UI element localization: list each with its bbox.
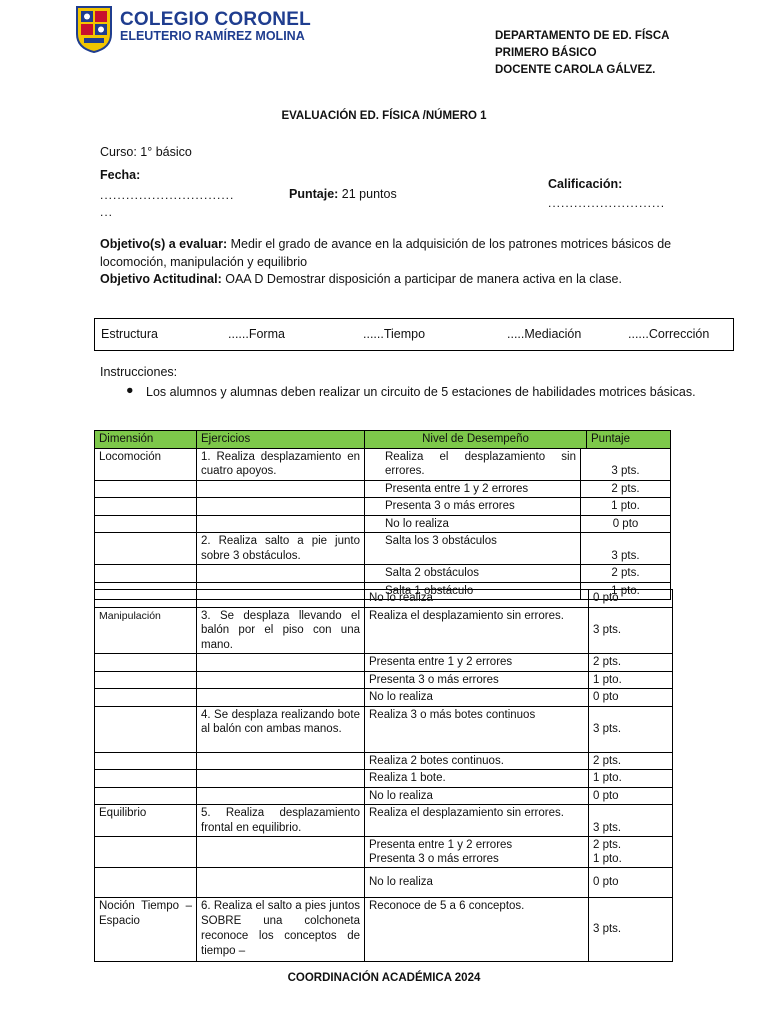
points: 1 pto. bbox=[589, 770, 673, 788]
level: No lo realiza bbox=[365, 515, 581, 533]
points: 1 pto. bbox=[581, 582, 671, 600]
table-row bbox=[95, 565, 671, 583]
header-dimension: Dimensión bbox=[95, 431, 197, 449]
level: Presenta 3 o más errores bbox=[365, 671, 589, 689]
dimension-locomocion: Locomoción bbox=[95, 448, 197, 480]
objective-evaluated bbox=[100, 236, 710, 271]
grade: PRIMERO BÁSICO bbox=[495, 47, 597, 59]
level: Realiza 3 o más botes continuos bbox=[365, 706, 589, 752]
level: Realiza 2 botes continuos. bbox=[365, 752, 589, 770]
points: 0 pto bbox=[589, 868, 673, 898]
points: 2 pts. bbox=[581, 480, 671, 498]
header-ejercicios: Ejercicios bbox=[197, 431, 365, 449]
level: No lo realiza bbox=[365, 868, 589, 898]
exercise-4: 4. Se desplaza realizando bote al balón con ambas manos. bbox=[197, 706, 365, 752]
evaluation-table-main bbox=[94, 589, 673, 962]
objective-attitudinal bbox=[100, 271, 710, 289]
department-block bbox=[495, 28, 669, 79]
points: 0 pto bbox=[589, 787, 673, 805]
table-row bbox=[95, 706, 673, 752]
dimension-equilibrio: Equilibrio bbox=[95, 805, 197, 837]
evaluation-table-locomocion bbox=[94, 430, 671, 600]
points: 1 pto. bbox=[581, 498, 671, 516]
table-row bbox=[95, 752, 673, 770]
exercise-5: 5. Realiza desplazamiento frontal en equilibrio. bbox=[197, 805, 365, 837]
attitudinal-label: Objetivo Actitudinal: bbox=[100, 272, 222, 286]
exercise-1: 1. Realiza desplazamiento en cuatro apoyos. bbox=[197, 448, 365, 480]
level-pair bbox=[365, 837, 589, 868]
points: 2 pts. bbox=[593, 839, 622, 851]
calificacion-blank: ........................... bbox=[548, 196, 666, 210]
estructura-tiempo: ......Tiempo bbox=[363, 327, 426, 341]
level: Presenta 3 o más errores bbox=[369, 853, 499, 865]
header-nivel: Nivel de Desempeño bbox=[365, 431, 587, 449]
table-row bbox=[95, 607, 673, 654]
level: Salta los 3 obstáculos bbox=[365, 533, 581, 565]
level: Presenta entre 1 y 2 errores bbox=[365, 480, 581, 498]
table-row bbox=[95, 805, 673, 837]
points: 0 pto bbox=[589, 590, 673, 608]
points: 3 pts. bbox=[589, 805, 673, 837]
points: 2 pts. bbox=[581, 565, 671, 583]
fecha-blank-continued: ... bbox=[100, 205, 114, 219]
points: 0 pto bbox=[581, 515, 671, 533]
school-name-line2: ELEUTERIO RAMÍREZ MOLINA bbox=[120, 29, 305, 43]
puntaje-label: Puntaje: bbox=[289, 187, 339, 201]
exercise-6: 6. Realiza el salto a pies juntos SOBRE una colchoneta reconoce los conceptos de tiempo – bbox=[197, 898, 365, 962]
instruction-item: Los alumnos y alumnas deben realizar un circuito de 5 estaciones de habilidades motrices básicas. bbox=[146, 385, 696, 399]
points: 2 pts. bbox=[589, 654, 673, 672]
points: 3 pts. bbox=[581, 448, 671, 480]
level: Reconoce de 5 a 6 conceptos. bbox=[365, 898, 589, 962]
school-logo bbox=[74, 4, 114, 54]
points: 3 pts. bbox=[589, 898, 673, 962]
table-row bbox=[95, 770, 673, 788]
attitudinal-text: OAA D Demostrar disposición a participar de manera activa en la clase. bbox=[221, 272, 622, 286]
evaluation-title: EVALUACIÓN ED. FÍSICA /NÚMERO 1 bbox=[281, 110, 487, 122]
objective-label: Objetivo(s) a evaluar: bbox=[100, 237, 228, 251]
calificacion-label: Calificación: bbox=[548, 177, 623, 191]
level: Presenta 3 o más errores bbox=[365, 498, 581, 516]
points-pair bbox=[589, 837, 673, 868]
points: 1 pto. bbox=[589, 671, 673, 689]
table-row bbox=[95, 448, 671, 480]
school-name bbox=[120, 10, 311, 43]
instructions-title: Instrucciones: bbox=[100, 365, 178, 379]
points: 2 pts. bbox=[589, 752, 673, 770]
bullet-icon: ● bbox=[126, 383, 134, 397]
table-row bbox=[95, 654, 673, 672]
puntaje-value: 21 puntos bbox=[338, 187, 397, 201]
fecha-blank: ............................... bbox=[100, 188, 235, 202]
header-puntaje: Puntaje bbox=[587, 431, 671, 449]
table-row bbox=[95, 533, 671, 565]
exercise-3: 3. Se desplaza llevando el balón por el piso con una mano. bbox=[197, 607, 365, 654]
curso: Curso: 1° básico bbox=[100, 145, 192, 159]
fecha-label: Fecha: bbox=[100, 168, 141, 182]
objective-text: Medir el grado de avance en la adquisición de los patrones motrices básicos de locomoción, manipulación y equilibrio bbox=[100, 237, 672, 269]
school-name-line1: COLEGIO CORONEL bbox=[120, 9, 311, 30]
estructura-label: Estructura bbox=[101, 327, 158, 341]
level: Realiza el desplazamiento sin errores. bbox=[365, 448, 581, 480]
level: No lo realiza bbox=[365, 590, 589, 608]
teacher: DOCENTE CAROLA GÁLVEZ. bbox=[495, 64, 656, 76]
points: 3 pts. bbox=[581, 533, 671, 565]
dimension-nocion: Noción Tiempo – Espacio bbox=[95, 898, 197, 962]
level: Realiza 1 bote. bbox=[365, 770, 589, 788]
objectives bbox=[100, 236, 710, 289]
level: No lo realiza bbox=[365, 689, 589, 707]
table-header-row bbox=[95, 431, 671, 449]
points: 3 pts. bbox=[589, 607, 673, 654]
department: DEPARTAMENTO DE ED. FÍSCA bbox=[495, 30, 670, 42]
table-row bbox=[95, 498, 671, 516]
table-row bbox=[95, 868, 673, 898]
level: No lo realiza bbox=[365, 787, 589, 805]
level: Presenta entre 1 y 2 errores bbox=[369, 839, 513, 851]
table-row bbox=[95, 787, 673, 805]
points: 3 pts. bbox=[589, 706, 673, 752]
level: Realiza el desplazamiento sin errores. bbox=[365, 607, 589, 654]
level: Presenta entre 1 y 2 errores bbox=[365, 654, 589, 672]
points: 1 pto. bbox=[593, 853, 622, 865]
estructura-box bbox=[94, 318, 734, 351]
exercise-2: 2. Realiza salto a pie junto sobre 3 obstáculos. bbox=[197, 533, 365, 565]
table-row bbox=[95, 837, 673, 868]
estructura-mediacion: .....Mediación bbox=[507, 327, 582, 341]
table-row bbox=[95, 515, 671, 533]
footer: COORDINACIÓN ACADÉMICA 2024 bbox=[287, 972, 481, 984]
puntaje bbox=[289, 187, 397, 201]
table-row bbox=[95, 689, 673, 707]
table-row bbox=[95, 590, 673, 608]
level: Realiza el desplazamiento sin errores. bbox=[365, 805, 589, 837]
estructura-forma: ......Forma bbox=[228, 327, 285, 341]
points: 0 pto bbox=[589, 689, 673, 707]
table-row bbox=[95, 671, 673, 689]
table-row bbox=[95, 898, 673, 962]
estructura-correccion: ......Corrección bbox=[628, 327, 710, 341]
level: Salta 1 obstáculo bbox=[365, 582, 581, 600]
table-row bbox=[95, 480, 671, 498]
level: Salta 2 obstáculos bbox=[365, 565, 581, 583]
dimension-manipulacion: Manipulación bbox=[95, 607, 197, 654]
